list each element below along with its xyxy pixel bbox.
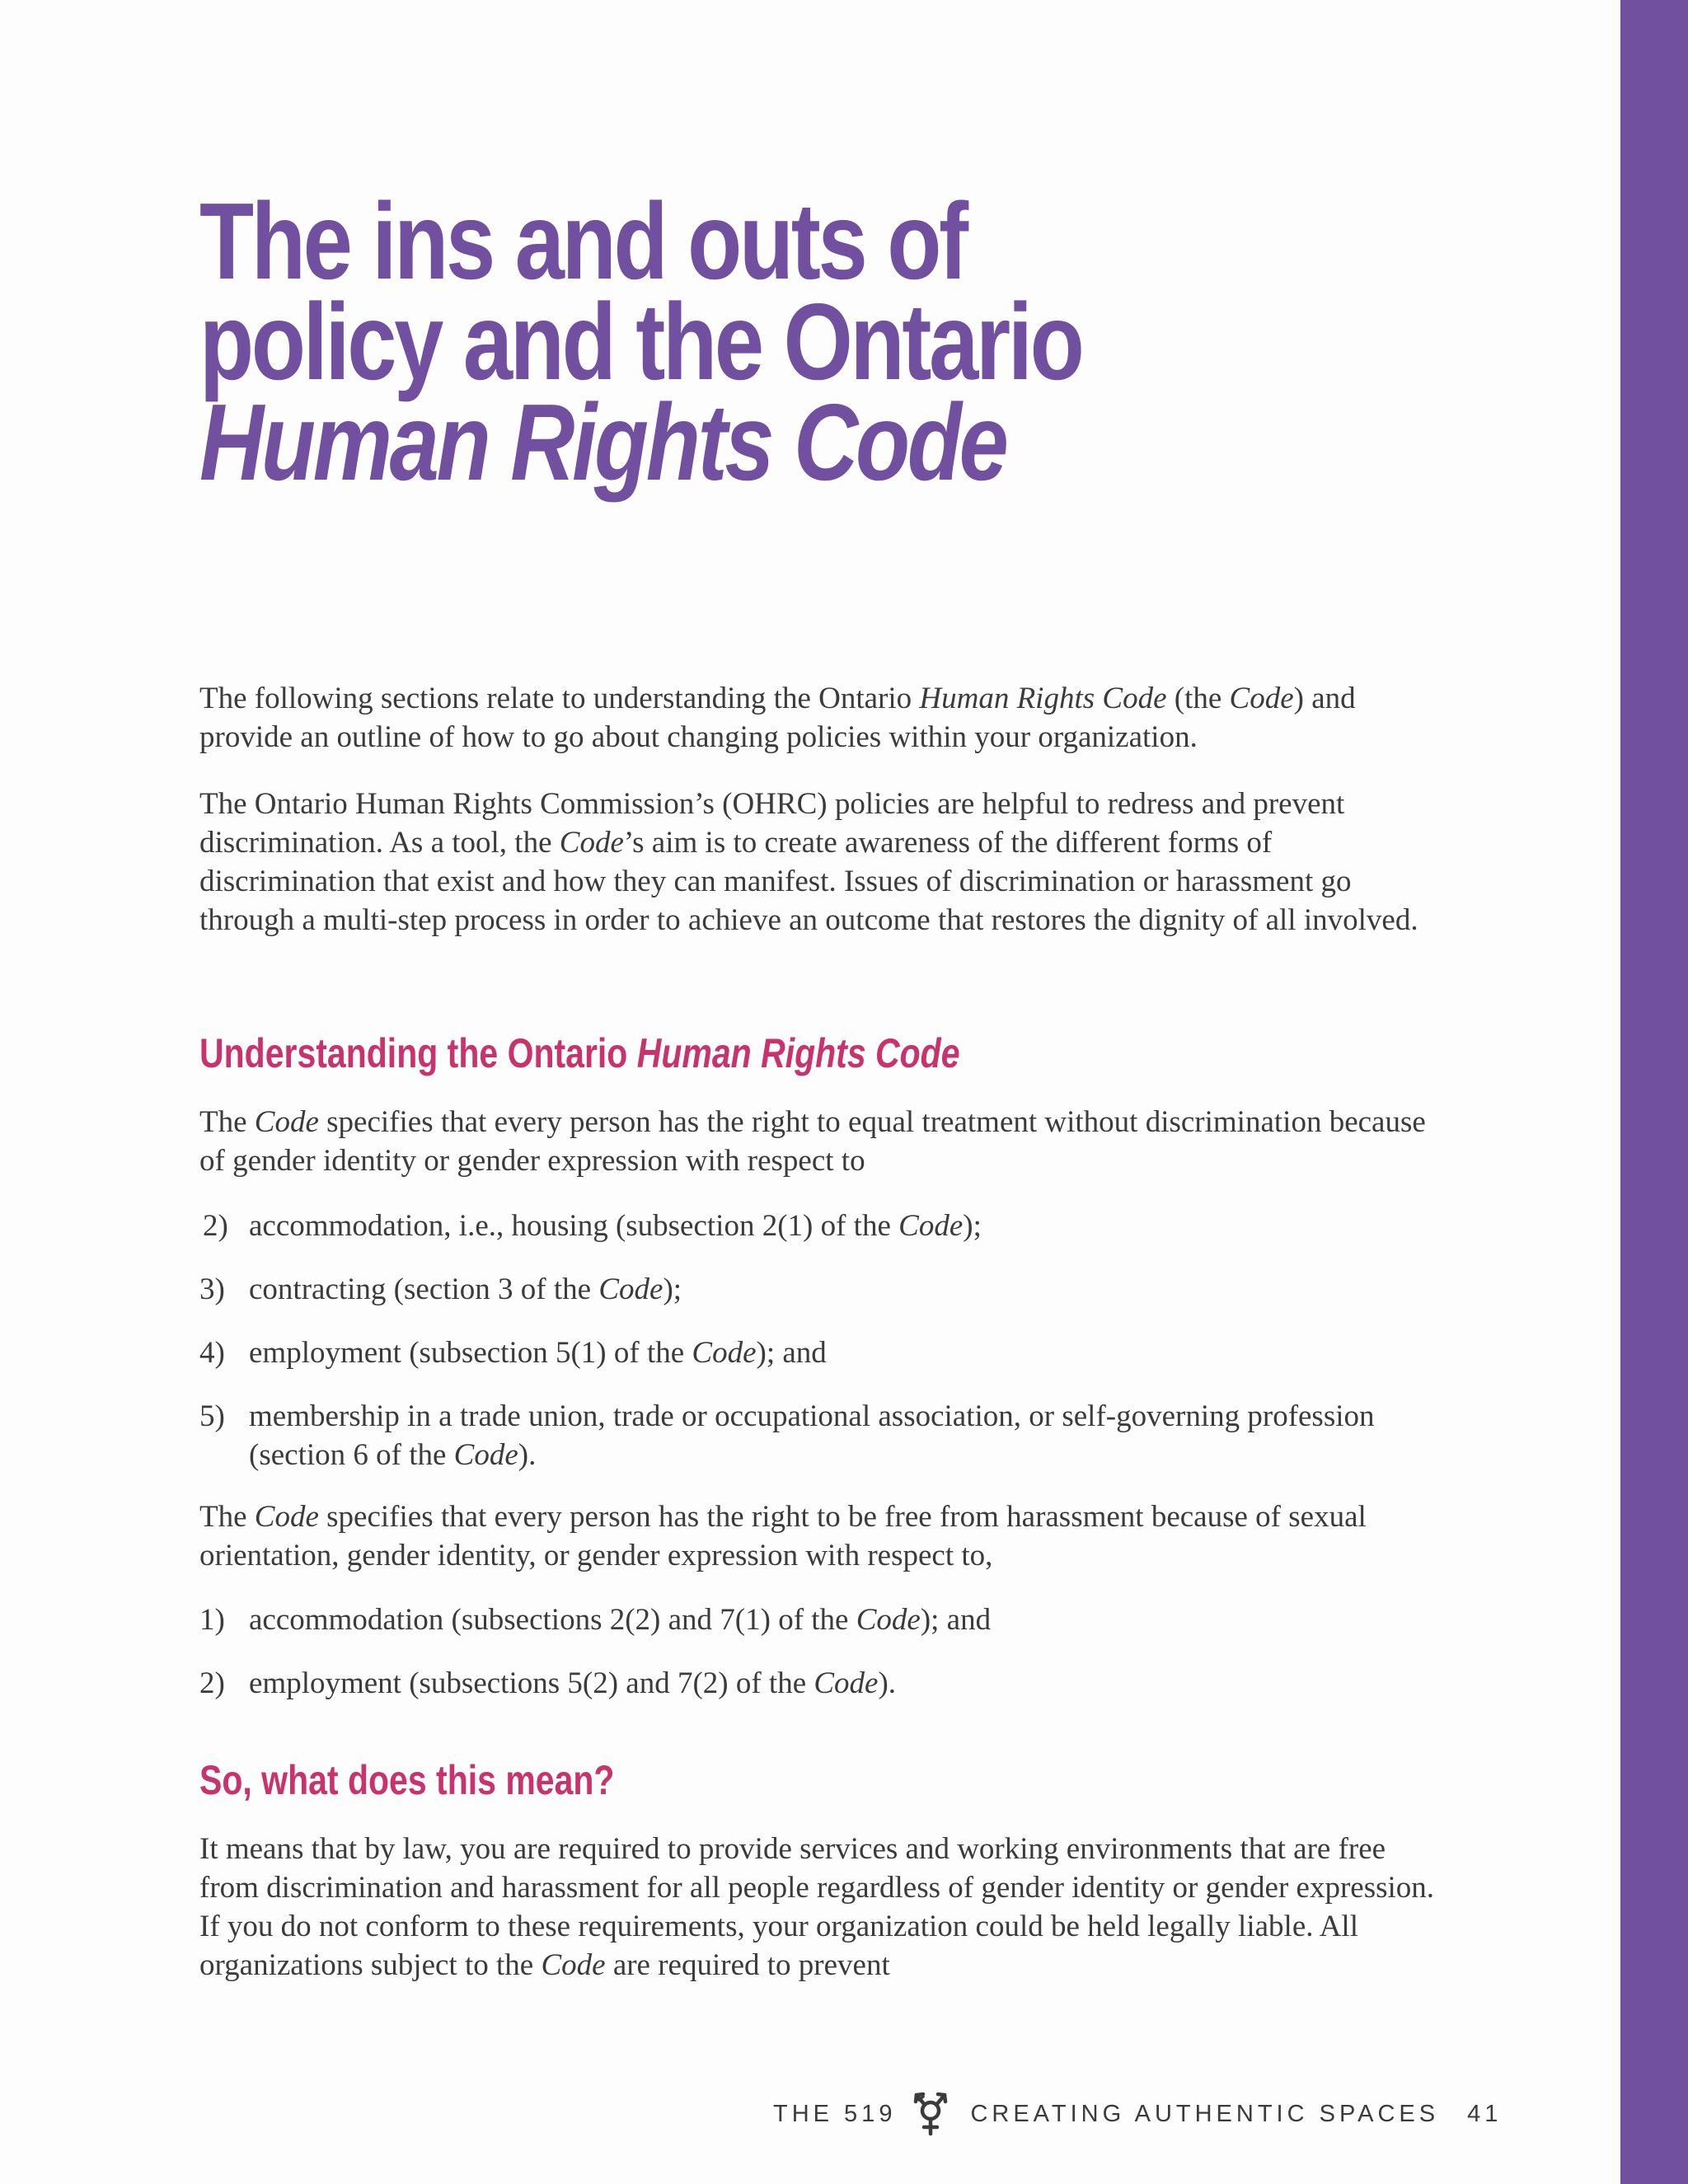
text-run: employment (subsection 5(1) of the xyxy=(249,1336,692,1370)
list-item xyxy=(199,1601,1452,1639)
list-item xyxy=(199,1397,1452,1474)
list-item-text xyxy=(249,1601,1452,1639)
text-run-italic: Code xyxy=(692,1336,757,1370)
text-run-italic: Code xyxy=(898,1209,964,1243)
list-item-number: 3) xyxy=(199,1272,225,1306)
text-run: specifies that every person has the right to be free from harassment because of sexual orientation, gender identity, or gender expression with respect to, xyxy=(199,1500,1367,1572)
list-item-number: 5) xyxy=(199,1399,225,1433)
intro-paragraph-2 xyxy=(199,785,1452,940)
transgender-symbol-icon xyxy=(911,2091,950,2137)
page-footer xyxy=(773,2091,1502,2137)
list-item xyxy=(199,1664,1452,1703)
text-run: ). xyxy=(878,1666,897,1700)
text-run: The following sections relate to understanding the Ontario xyxy=(199,682,920,715)
text-run: ); and xyxy=(920,1603,992,1637)
list-item-number: 1) xyxy=(199,1603,225,1637)
text-run-italic: Code xyxy=(1229,682,1294,715)
text-run: ’s aim is to create awareness of the different forms of discrimination that exist and how they can manifest. Issues of discrimination or harassment go through a multi-step process in order to achieve an outcome that restores the dignity of all involved. xyxy=(199,826,1418,937)
list-item-number: 2) xyxy=(199,1666,225,1700)
text-run: ); xyxy=(663,1272,682,1306)
footer-publication-title: CREATING AUTHENTIC SPACES xyxy=(970,2100,1440,2127)
text-run: specifies that every person has the right to equal treatment without discrimination because of gender identity or gender expression with respect to xyxy=(199,1105,1426,1178)
equal-treatment-paragraph xyxy=(199,1103,1452,1180)
list-item-text xyxy=(249,1397,1452,1474)
text-run: ); xyxy=(963,1209,982,1243)
list-item-number: 4) xyxy=(199,1336,225,1370)
list-item-text xyxy=(249,1270,1452,1309)
text-run: membership in a trade union, trade or occupational association, or self-governing profession (section 6 of the xyxy=(249,1399,1375,1472)
footer-org-name: THE 519 xyxy=(773,2100,897,2127)
page-number: 41 xyxy=(1467,2100,1503,2127)
harassment-paragraph xyxy=(199,1497,1452,1575)
section-heading-what-does-this-mean: So, what does this mean? xyxy=(199,1757,615,1803)
text-run-italic: Human Rights Code xyxy=(919,682,1167,715)
text-run: accommodation (subsections 2(2) and 7(1) of the xyxy=(249,1603,856,1637)
text-run-italic: Human Rights Code xyxy=(636,1030,960,1076)
text-run-italic: Code xyxy=(856,1603,921,1637)
text-run: ); and xyxy=(756,1336,827,1370)
text-run: employment (subsections 5(2) and 7(2) of the xyxy=(249,1666,814,1700)
text-run: The xyxy=(199,1105,255,1139)
page-title-line-2: policy and the Ontario xyxy=(199,281,1082,402)
list-item-text xyxy=(249,1664,1452,1703)
text-run: Understanding the Ontario xyxy=(199,1030,637,1076)
text-run: ) and provide an outline of how to go about changing policies within your organization. xyxy=(199,682,1356,754)
text-run: The Ontario Human Rights Commission’s (OHRC) policies are helpful to redress and prevent discrimination. As a tool, the xyxy=(199,787,1345,860)
page-title xyxy=(199,180,1082,503)
section-heading-understanding-code xyxy=(199,1030,960,1076)
meaning-paragraph xyxy=(199,1830,1452,1985)
page-title-line-3: Human Rights Code xyxy=(199,382,1006,503)
text-run: (the xyxy=(1166,682,1230,715)
list-item-text xyxy=(249,1333,1452,1372)
list-item xyxy=(199,1333,1452,1372)
list-item xyxy=(199,1270,1452,1309)
side-color-bar xyxy=(1620,0,1688,2184)
text-run-italic: Code xyxy=(814,1666,879,1700)
text-run-italic: Code xyxy=(254,1500,319,1534)
text-run: are required to prevent xyxy=(605,1948,890,1982)
text-run-italic: Code xyxy=(453,1438,518,1472)
text-run-italic: Code xyxy=(254,1105,319,1139)
page-title-line-1: The ins and outs of xyxy=(199,180,966,302)
text-run: ). xyxy=(518,1438,537,1472)
intro-paragraph-1 xyxy=(199,679,1452,757)
text-run: It means that by law, you are required to provide services and working environments that are free from discrimination and harassment for all people regardless of gender identity or gender expression. If you do not conform to these requirements, your organization could be held legally liable. All organizations subject to the xyxy=(199,1832,1435,1982)
text-run-italic: Code xyxy=(541,1948,606,1982)
list-item-number: 2) xyxy=(203,1209,228,1243)
list-item xyxy=(199,1207,1452,1245)
text-run: contracting (section 3 of the xyxy=(249,1272,599,1306)
text-run: The xyxy=(199,1500,255,1534)
list-item-text xyxy=(249,1207,1452,1245)
text-run: accommodation, i.e., housing (subsection 2(1) of the xyxy=(249,1209,899,1243)
text-run-italic: Code xyxy=(559,826,624,860)
text-run-italic: Code xyxy=(598,1272,663,1306)
